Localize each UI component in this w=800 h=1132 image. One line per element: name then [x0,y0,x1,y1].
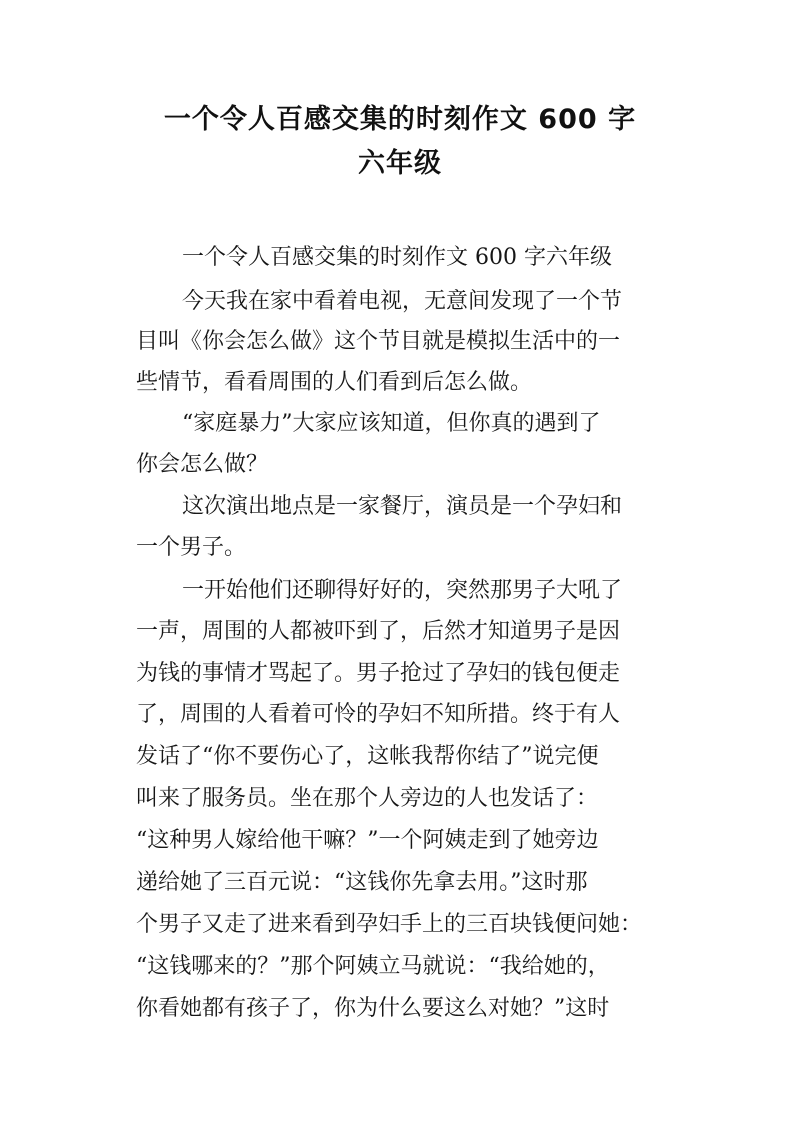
body-line: “家庭暴力”大家应该知道，但你真的遇到了 [182,411,601,436]
body-line: 这次演出地点是一家餐厅，演员是一个孕妇和 [182,494,623,519]
body-line: 了，周围的人看着可怜的孕妇不知所措。终于有人 [136,702,621,727]
body-line: 递给她了三百元说：“这钱你先拿去用。”这时那 [136,870,588,895]
body-line: 些情节，看看周围的人们看到后怎么做。 [136,370,533,395]
body-line: 你看她都有孩子了，你为什么要这么对她？”这时 [136,996,610,1021]
body-line: 为钱的事情才骂起了。男子抢过了孕妇的钱包便走 [136,661,621,686]
body-line: 今天我在家中看着电视，无意间发现了一个节 [182,289,623,314]
body-line: 你会怎么做？ [136,452,269,477]
document-title-line-1: 一个令人百感交集的时刻作文 600 字 [163,104,637,135]
body-line: 一个男子。 [136,535,247,560]
body-line: 一开始他们还聊得好好的，突然那男子大吼了 [182,578,623,603]
body-line: 目叫《你会怎么做》这个节目就是模拟生活中的一 [136,329,621,354]
body-line: 一个令人百感交集的时刻作文 600 字六年级 [182,245,612,270]
document-title-line-2: 六年级 [358,148,442,179]
body-line: “这钱哪来的？”那个阿姨立马就说：“我给她的， [136,954,610,979]
body-line: 叫来了服务员。坐在那个人旁边的人也发话了： [136,786,599,811]
body-line: 个男子又走了进来看到孕妇手上的三百块钱便问她： [136,912,643,937]
body-line: 发话了“你不要伤心了，这帐我帮你结了”说完便 [136,744,599,769]
body-line: “这种男人嫁给他干嘛？”一个阿姨走到了她旁边 [136,828,599,853]
body-line: 一声，周围的人都被吓到了，后然才知道男子是因 [136,619,621,644]
